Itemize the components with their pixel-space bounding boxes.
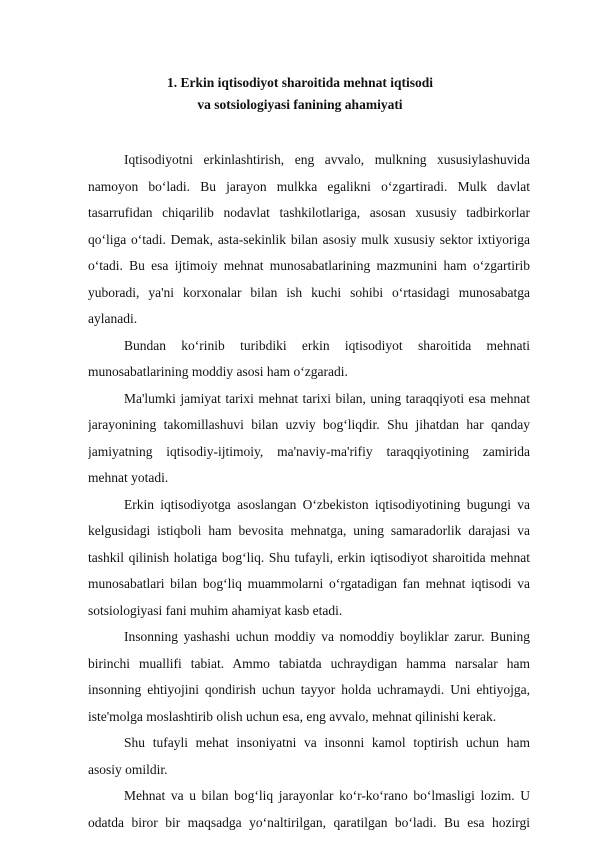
- paragraph-6: [88, 730, 530, 783]
- text-line: sotsiologiyasi fani muhim ahamiyat kasb etadi.: [88, 602, 343, 618]
- text-line: odatda biror bir maqsadga yo‘naltirilgan, qaratilgan bo‘ladi. Bu esa hozirgi: [88, 814, 530, 830]
- text-line: tasarrufidan chiqarilib nodavlat tashkilotlariga, asosan xususiy tadbirkorlar: [88, 205, 530, 220]
- text-line: tashkil qilinish holatiga bog‘liq. Shu tufayli, erkin iqtisodiyot sharoitida mehnat: [88, 549, 530, 565]
- title-line-1: 1. Erkin iqtisodiyot sharoitida mehnat iqtisodi: [166, 75, 434, 90]
- text-line: Iqtisodiyotni erkinlashtirish, eng avvalo, mulkning xususiylashuvida: [124, 152, 530, 167]
- title-line-2: va sotsiologiyasi fanining ahamiyati: [197, 97, 403, 112]
- text-line: Insonning yashashi uchun moddiy va nomoddiy boyliklar zarur. Buning: [124, 629, 530, 644]
- text-line: qo‘liga o‘tadi. Demak, asta-sekinlik bilan asosiy mulk xususiy sektor ixtiyoriga: [88, 231, 530, 247]
- text-line: aylanadi.: [88, 311, 138, 326]
- text-line: birinchi muallifi tabiat. Ammo tabiatda uchraydigan hamma narsalar ham: [88, 655, 530, 671]
- text-line: munosabatlarining moddiy asosi ham o‘zgaradi.: [88, 364, 348, 379]
- paragraph-4: [88, 492, 530, 625]
- paragraph-2: [88, 333, 530, 386]
- text-line: o‘tadi. Bu esa ijtimoiy mehnat munosabatlarining mazmunini ham o‘zgartirib: [88, 258, 530, 273]
- text-line: Mehnat va u bilan bog‘liq jarayonlar ko‘r-ko‘rano bo‘lmasligi lozim. U: [124, 788, 530, 803]
- text-line: kelgusidagi istiqboli ham bevosita mehnatga, uning samaradorlik darajasi va: [88, 523, 530, 538]
- text-line: Shu tufayli mehat insoniyatni va insonni kamol toptirish uchun ham: [124, 735, 530, 750]
- text-line: iste'molga moslashtirib olish uchun esa, eng avvalo, mehnat qilinishi kerak.: [88, 708, 497, 724]
- text-line: yuboradi, ya'ni korxonalar bilan ish kuchi sohibi o‘rtasidagi munosabatga: [88, 284, 530, 300]
- text-line: Bundan ko‘rinib turibdiki erkin iqtisodiyot sharoitida mehnati: [124, 337, 530, 353]
- text-line: jarayonining takomillashuvi bilan uzviy bog‘liqdir. Shu jihatdan har qanday: [88, 417, 530, 432]
- text-line: mehnat yotadi.: [88, 470, 169, 485]
- text-line: asosiy omildir.: [88, 761, 168, 777]
- paragraph-1: [88, 147, 530, 333]
- document-body: [88, 147, 530, 836]
- text-line: jamiyatning iqtisodiy-ijtimoiy, ma'naviy-ma'rifiy taraqqiyotining zamirida: [88, 443, 530, 459]
- paragraph-3: [88, 386, 530, 492]
- text-line: namoyon bo‘ladi. Bu jarayon mulkka egalikni o‘zgartiradi. Mulk davlat: [88, 178, 530, 194]
- paragraph-5: [88, 624, 530, 730]
- paragraph-7: [88, 783, 530, 836]
- text-line: Ma'lumki jamiyat tarixi mehnat tarixi bilan, uning taraqqiyoti esa mehnat: [124, 390, 530, 406]
- text-line: Erkin iqtisodiyotga asoslangan O‘zbekiston iqtisodiyotining bugungi va: [124, 496, 530, 512]
- text-line: insonning ehtiyojini qondirish uchun tayyor holda uchramaydi. Uni ehtiyojga,: [88, 682, 530, 697]
- text-line: munosabatlari bilan bog‘liq muammolarni o‘rgatadigan fan mehnat iqtisodi va: [88, 576, 530, 591]
